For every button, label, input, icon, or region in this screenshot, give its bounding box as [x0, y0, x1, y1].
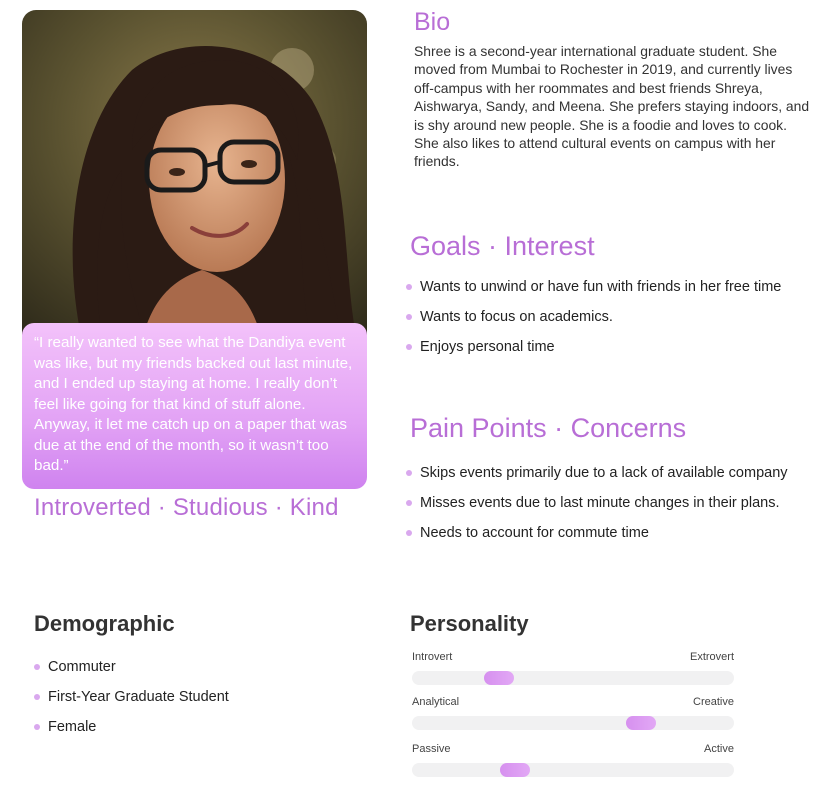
personality-heading: Personality: [410, 611, 529, 636]
scale-right-label: Creative: [693, 696, 734, 708]
scale-right-label: Extrovert: [689, 651, 734, 663]
goal-item: Wants to unwind or have fun with friends in her free time: [406, 278, 781, 308]
pain-points-list: [406, 464, 788, 554]
goals-heading: Goals · Interest: [410, 231, 595, 261]
scale-marker: [500, 763, 530, 777]
scale-left-label: Analytical: [412, 696, 460, 708]
personality-scale-analytical-creative: [412, 696, 734, 730]
scale-marker: [626, 716, 656, 730]
personality-scale-introvert-extrovert: [412, 651, 734, 685]
bio-text: Shree is a second-year international graduate student. She moved from Mumbai to Rochester in 2019, and currently lives off-campus with her roommates and best friends Shreya, Aishwarya, Sandy, and Meena. She prefers staying indoors, and is shy around new people. She is a foodie and loves to cook. She also likes to attend cultural events on campus with her friends.: [414, 43, 810, 170]
demographic-item: Female: [34, 718, 229, 748]
scale-track: [412, 716, 734, 730]
scale-left-label: Passive: [412, 743, 451, 755]
demographic-list: [34, 658, 229, 748]
pain-points-heading: Pain Points · Concerns: [410, 413, 687, 443]
pain-point-item: Misses events due to last minute changes in their plans.: [406, 494, 788, 524]
persona-photo: [22, 10, 367, 340]
scale-marker: [484, 671, 514, 685]
personality-scale-passive-active: [412, 743, 734, 777]
demographic-item: Commuter: [34, 658, 229, 688]
pain-point-item: Needs to account for commute time: [406, 524, 788, 554]
persona-traits: Introverted · Studious · Kind: [34, 494, 339, 521]
scale-track: [412, 671, 734, 685]
scale-right-label: Active: [704, 743, 734, 755]
scale-track: [412, 763, 734, 777]
persona-quote: “I really wanted to see what the Dandiya event was like, but my friends backed out last minute, and I ended up staying at home. I really don’t feel like going for that kind of stuff alone. Anyway, it let me catch up on a paper that was due at the end of the month, so it wasn’t too bad.”: [34, 334, 353, 474]
goal-item: Wants to focus on academics.: [406, 308, 781, 338]
quote-card: [22, 323, 367, 489]
goal-item: Enjoys personal time: [406, 338, 781, 368]
demographic-heading: Demographic: [34, 611, 175, 636]
goals-list: [406, 278, 781, 368]
pain-point-item: Skips events primarily due to a lack of available company: [406, 464, 788, 494]
demographic-item: First-Year Graduate Student: [34, 688, 229, 718]
scale-left-label: Introvert: [412, 651, 453, 663]
bio-heading: Bio: [414, 8, 451, 36]
